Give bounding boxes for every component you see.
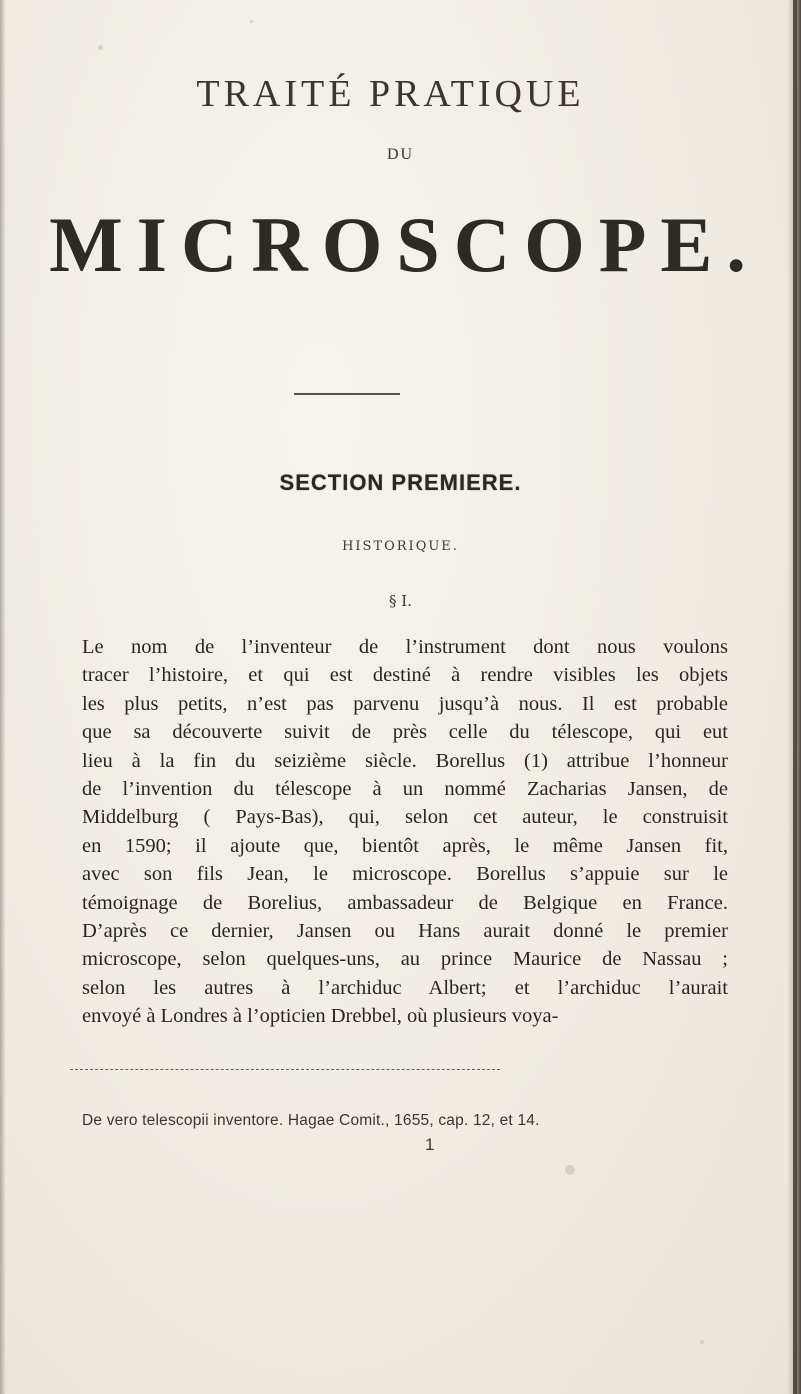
paper-speck bbox=[565, 1165, 575, 1175]
section-subheading: HISTORIQUE. bbox=[342, 539, 459, 554]
page-number: 1 bbox=[425, 1135, 435, 1154]
body-line: tracer l’histoire, et qui est destiné à rendre visibles les objets bbox=[82, 664, 728, 687]
book-title-main: MICROSCOPE. bbox=[49, 201, 760, 288]
body-line: envoyé à Londres à l’opticien Drebbel, où plusieurs voya- bbox=[82, 1005, 559, 1028]
body-line: témoignage de Borelius, ambassadeur de Belgique en France. bbox=[82, 891, 728, 914]
body-line: selon les autres à l’archiduc Albert; et l’archiduc l’aurait bbox=[82, 976, 728, 999]
book-title-top: TRAITÉ PRATIQUE bbox=[196, 73, 585, 115]
footnote: De vero telescopii inventore. Hagae Comit., 1655, cap. 12, et 14. bbox=[82, 1112, 540, 1129]
section-title: SECTION PREMIERE. bbox=[279, 470, 522, 495]
body-line: en 1590; il ajoute que, bientôt après, le même Jansen fit, bbox=[82, 834, 728, 857]
body-line: avec son fils Jean, le microscope. Borellus s’appuie sur le bbox=[82, 863, 728, 886]
paper-speck bbox=[98, 45, 103, 50]
body-paragraph bbox=[82, 633, 728, 1030]
body-line: lieu à la fin du seizième siècle. Borellus (1) attribue l’honneur bbox=[82, 749, 728, 772]
paper-speck bbox=[700, 1340, 704, 1344]
footnote-divider bbox=[70, 1069, 500, 1070]
body-line: Le nom de l’inventeur de l’instrument dont nous voulons bbox=[82, 636, 728, 658]
paragraph-number: § I. bbox=[389, 592, 412, 610]
body-line: les plus petits, n’est pas parvenu jusqu’à nous. Il est probable bbox=[82, 692, 728, 715]
body-line: Middelburg ( Pays-Bas), qui, selon cet auteur, le construisit bbox=[82, 806, 728, 829]
book-title-du: DU bbox=[386, 146, 415, 163]
paper-speck bbox=[250, 20, 253, 23]
body-line: D’après ce dernier, Jansen ou Hans aurait donné le premier bbox=[82, 919, 728, 942]
body-line: microscope, selon quelques-uns, au prince Maurice de Nassau ; bbox=[82, 948, 728, 971]
title-divider bbox=[294, 393, 400, 395]
body-line: de l’invention du télescope à un nommé Zacharias Jansen, de bbox=[82, 777, 728, 800]
body-line: que sa découverte suivit de près celle du télescope, qui eut bbox=[82, 721, 728, 744]
